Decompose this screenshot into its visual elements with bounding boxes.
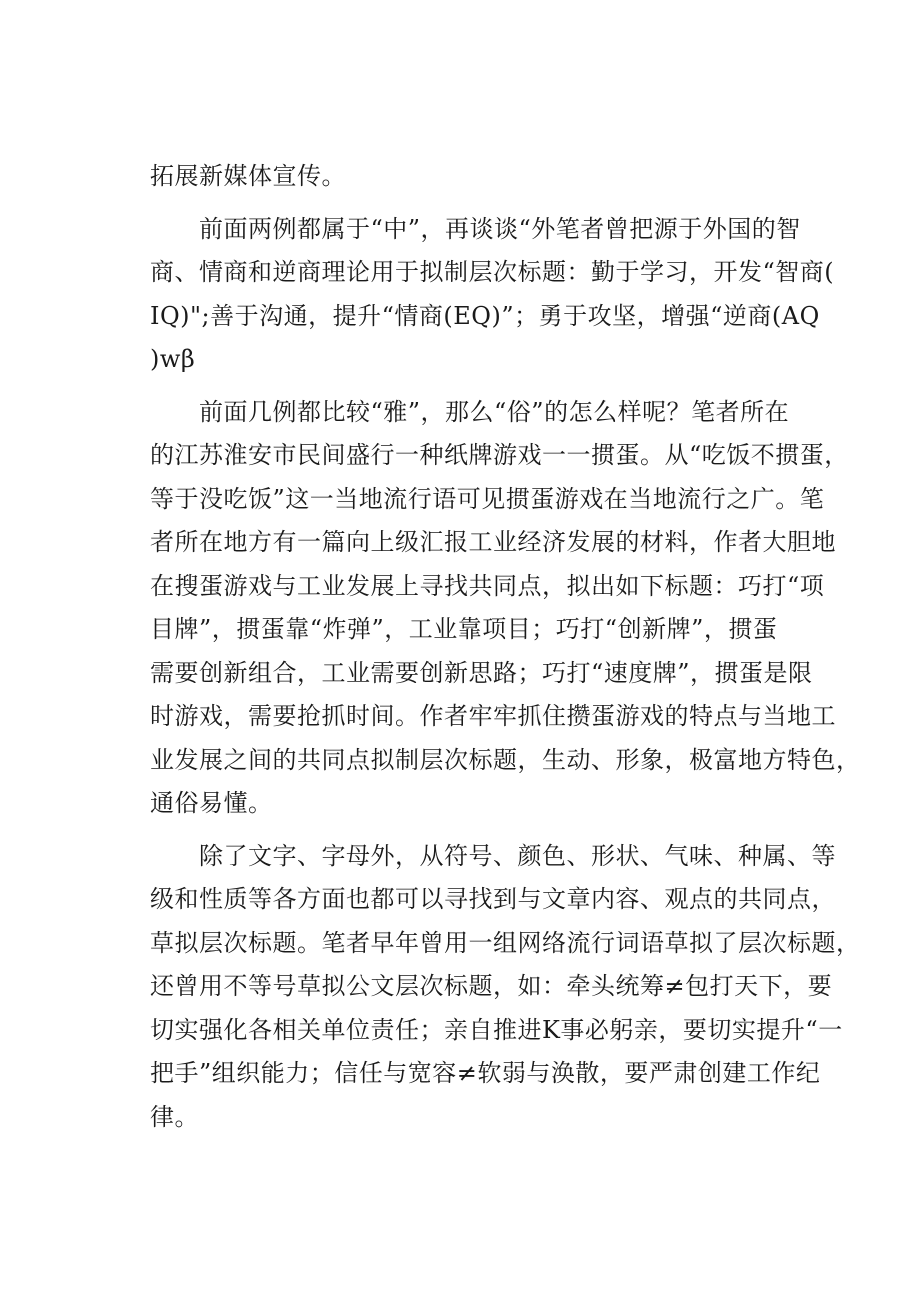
text-line: IQ)";善于沟通，提升“情商(EQ)”；勇于攻坚，增强“逆商(AQ [150, 301, 820, 330]
text-line: 除了文字、字母外，从符号、颜色、形状、气味、种属、等 [150, 841, 836, 870]
paragraph-gap [150, 382, 800, 391]
text-line: )wβ [150, 345, 196, 373]
text-line: 通俗易懂。 [150, 789, 273, 817]
text-line: 需要创新组合，工业需要创新思路；巧打“速度牌”，掼蛋是限 [150, 658, 813, 687]
text-line: 前面两例都属于“中”，再谈谈“外笔者曾把源于外国的智 [150, 214, 801, 243]
text-line: 目牌”，掼蛋靠“炸弹”，工业靠项目；巧打“创新牌”，掼蛋 [150, 615, 778, 643]
text-line: 等于没吃饭”这一当地流行语可见掼蛋游戏在当地流行之广。笔 [150, 484, 825, 513]
text-line: 业发展之间的共同点拟制层次标题，生动、形象，极富地方特色， [150, 745, 861, 774]
text-line: 商、情商和逆商理论用于拟制层次标题：勤于学习，开发“智商( [150, 258, 835, 286]
text-line: 时游戏，需要抢抓时间。作者牢牢抓住攒蛋游戏的特点与当地工 [150, 702, 836, 730]
text-line: 在搜蛋游戏与工业发展上寻找共同点，拟出如下标题：巧打“项 [150, 571, 825, 600]
text-line: 律。 [150, 1102, 199, 1131]
paragraph-gap [150, 826, 800, 835]
document-body [150, 155, 861, 1139]
text-line: 把手”组织能力；信任与宽容≠软弱与涣散，要严肃创建工作纪 [150, 1059, 821, 1087]
text-line: 草拟层次标题。笔者早年曾用一组网络流行词语草拟了层次标题， [150, 928, 861, 957]
text-line: 切实强化各相关单位责任；亲自推进K事必躬亲，要切实提升“一 [150, 1015, 843, 1044]
text-line: 拓展新媒体宣传。 [150, 162, 346, 190]
text-line: 前面几例都比较“雅”，那么“俗”的怎么样呢？笔者所在 [150, 397, 790, 426]
paragraph-gap [150, 199, 800, 208]
text-line: 还曾用不等号草拟公文层次标题，如：牵头统筹≠包打天下，要 [150, 972, 833, 1000]
text-line: 级和性质等各方面也都可以寻找到与文章内容、观点的共同点， [150, 885, 836, 913]
text-line: 者所在地方有一篇向上级汇报工业经济发展的材料，作者大胆地 [150, 528, 836, 556]
text-line: 的江苏淮安市民间盛行一种纸牌游戏一一掼蛋。从“吃饭不掼蛋， [150, 441, 849, 469]
